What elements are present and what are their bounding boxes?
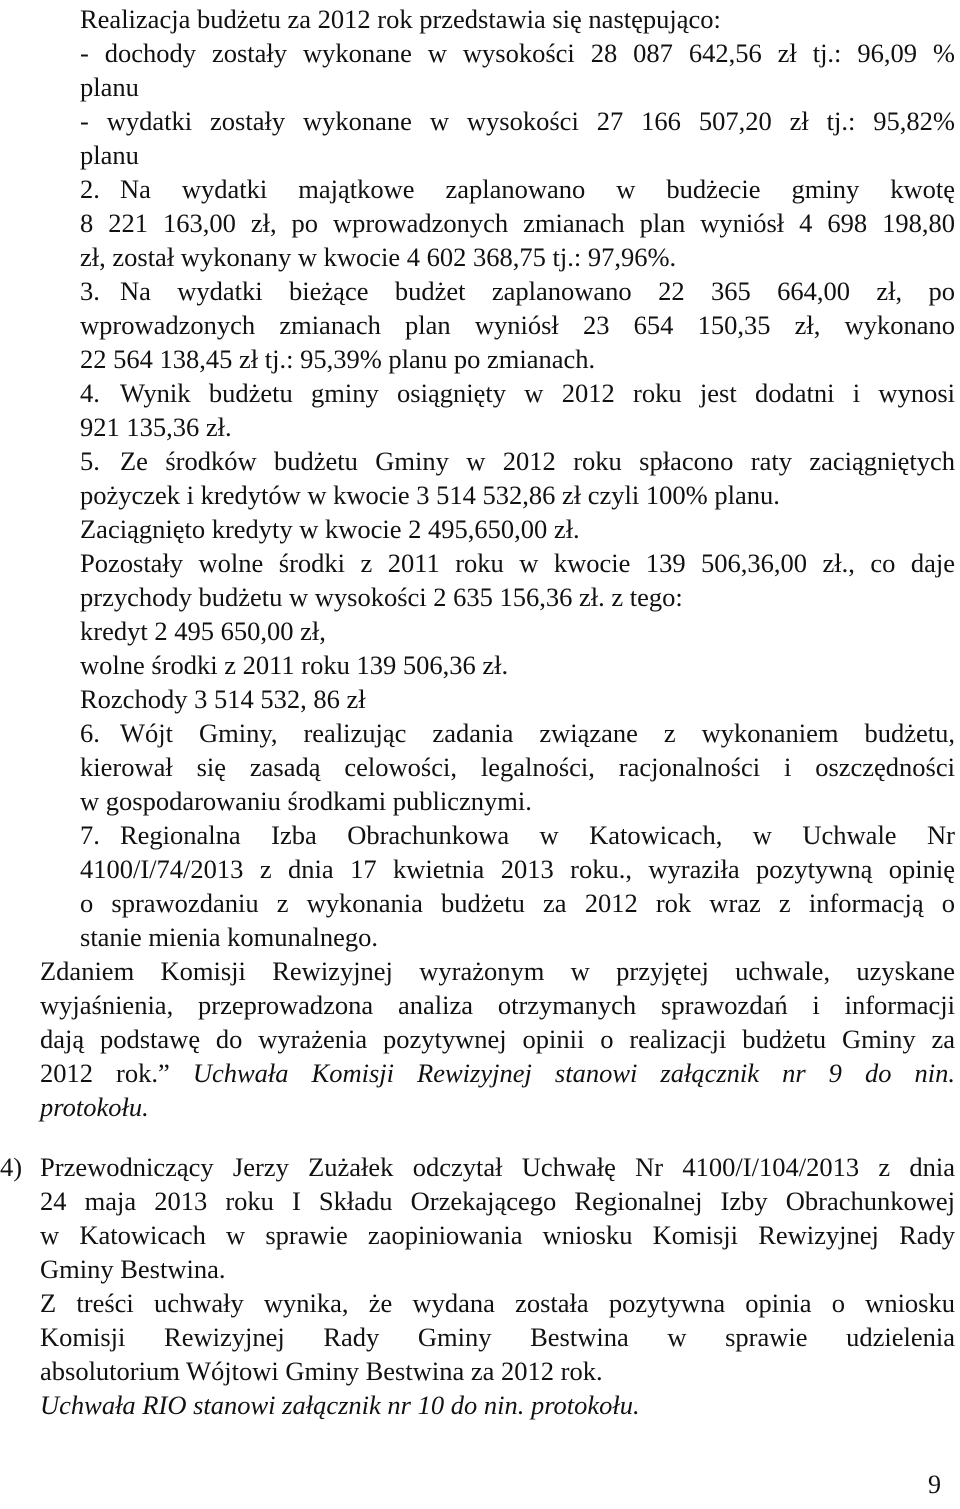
section-4-text-cont2: w Katowicach w sprawie zaopiniowania wniosku Komisji Rewizyjnej Rady bbox=[40, 1220, 955, 1250]
item-5-text: Ze środków budżetu Gminy w 2012 roku spłacono raty zaciągniętych bbox=[120, 446, 955, 476]
item-6-text-end: w gospodarowaniu środkami publicznymi. bbox=[80, 786, 532, 816]
item-3-text-cont: wprowadzonych zmianach plan wyniósł 23 654 150,35 zł, wykonano bbox=[80, 310, 955, 340]
item-6-text-cont: kierował się zasadą celowości, legalności, racjonalności i oszczędności bbox=[80, 752, 955, 782]
opinion-paragraph-cont: wyjaśnienia, przeprowadzona analiza otrzymanych sprawozdań i informacji bbox=[40, 990, 955, 1020]
section-4-number: 4) bbox=[0, 1152, 23, 1182]
section-4-opinion: Z treści uchwały wynika, że wydana została pozytywna opinia o wniosku bbox=[40, 1288, 955, 1318]
item-6-text: Wójt Gminy, realizując zadania związane z wykonaniem budżetu, bbox=[120, 718, 955, 748]
item-4-number: 4. bbox=[80, 378, 100, 408]
income-line: - dochody zostały wykonane w wysokości 28 087 642,56 zł tj.: 96,09 % bbox=[80, 38, 955, 68]
expense-line: - wydatki zostały wykonane w wysokości 27 166 507,20 zł tj.: 95,82% bbox=[80, 106, 955, 136]
intro-text: Realizacja budżetu za 2012 rok przedstawia się następująco: bbox=[80, 4, 721, 34]
item-3-number: 3. bbox=[80, 276, 100, 306]
item-5-loans: pożyczek i kredytów w kwocie 3 514 532,86 zł czyli 100% planu. bbox=[80, 480, 780, 510]
item-5-credit-amount: kredyt 2 495 650,00 zł, bbox=[80, 616, 326, 646]
item-7-text: Regionalna Izba Obrachunkowa w Katowicach, w Uchwale Nr bbox=[120, 820, 955, 850]
item-2-text-end: zł, został wykonany w kwocie 4 602 368,75 tj.: 97,96%. bbox=[80, 242, 677, 272]
item-2-text-cont: 8 221 163,00 zł, po wprowadzonych zmianach plan wyniósł 4 698 198,80 bbox=[80, 208, 955, 238]
item-2-text: Na wydatki majątkowe zaplanowano w budżecie gminy kwotę bbox=[120, 174, 955, 204]
attachment-note: Uchwała Komisji Rewizyjnej stanowi załącznik nr 9 do nin. bbox=[192, 1058, 955, 1088]
section-4-text-end: Gminy Bestwina. bbox=[40, 1254, 226, 1284]
item-7-text-end: stanie mienia komunalnego. bbox=[80, 922, 379, 952]
item-2-number: 2. bbox=[80, 174, 100, 204]
item-5-credits: Zaciągnięto kredyty w kwocie 2 495,650,00 zł. bbox=[80, 514, 580, 544]
item-5-revenues: przychody budżetu w wysokości 2 635 156,36 zł. z tego: bbox=[80, 582, 683, 612]
opinion-paragraph-cont3: 2012 rok.” Uchwała Komisji Rewizyjnej stanowi załącznik nr 9 do nin. bbox=[40, 1058, 955, 1088]
item-7-text-cont: 4100/I/74/2013 z dnia 17 kwietnia 2013 roku., wyraziła pozytywną opinię bbox=[80, 854, 955, 884]
income-line-cont: planu bbox=[80, 72, 139, 102]
opinion-paragraph: Zdaniem Komisji Rewizyjnej wyrażonym w przyjętej uchwale, uzyskane bbox=[40, 956, 955, 986]
opinion-paragraph-cont2: dają podstawę do wyrażenia pozytywnej opinii o realizacji budżetu Gminy za bbox=[40, 1024, 955, 1054]
section-4-opinion-cont: Komisji Rewizyjnej Rady Gminy Bestwina w sprawie udzielenia bbox=[40, 1322, 955, 1352]
item-5-number: 5. bbox=[80, 446, 100, 476]
item-7-text-cont2: o sprawozdaniu z wykonania budżetu za 2012 rok wraz z informacją o bbox=[80, 888, 955, 918]
item-3-text-end: 22 564 138,45 zł tj.: 95,39% planu po zmianach. bbox=[80, 344, 596, 374]
item-6-number: 6. bbox=[80, 718, 100, 748]
page-number: 9 bbox=[928, 1470, 941, 1499]
section-4-text-cont: 24 maja 2013 roku I Składu Orzekającego Regionalnej Izby Obrachunkowej bbox=[40, 1186, 955, 1216]
item-5-free-funds-amount: wolne środki z 2011 roku 139 506,36 zł. bbox=[80, 650, 509, 680]
section-4-text: Przewodniczący Jerzy Zużałek odczytał Uchwałę Nr 4100/I/104/2013 z dnia bbox=[40, 1152, 955, 1182]
item-3-text: Na wydatki bieżące budżet zaplanowano 22 365 664,00 zł, po bbox=[120, 276, 955, 306]
section-4-attachment-note: Uchwała RIO stanowi załącznik nr 10 do nin. protokołu. bbox=[40, 1390, 640, 1420]
item-5-free-funds: Pozostały wolne środki z 2011 roku w kwocie 139 506,36,00 zł., co daje bbox=[80, 548, 955, 578]
section-4-opinion-end: absolutorium Wójtowi Gminy Bestwina za 2012 rok. bbox=[40, 1356, 603, 1386]
item-7-number: 7. bbox=[80, 820, 100, 850]
item-4-text-end: 921 135,36 zł. bbox=[80, 412, 232, 442]
attachment-note-end: protokołu. bbox=[40, 1092, 149, 1122]
expense-line-cont: planu bbox=[80, 140, 139, 170]
item-5-outgoings: Rozchody 3 514 532, 86 zł bbox=[80, 684, 366, 714]
item-4-text: Wynik budżetu gminy osiągnięty w 2012 roku jest dodatni i wynosi bbox=[120, 378, 955, 408]
